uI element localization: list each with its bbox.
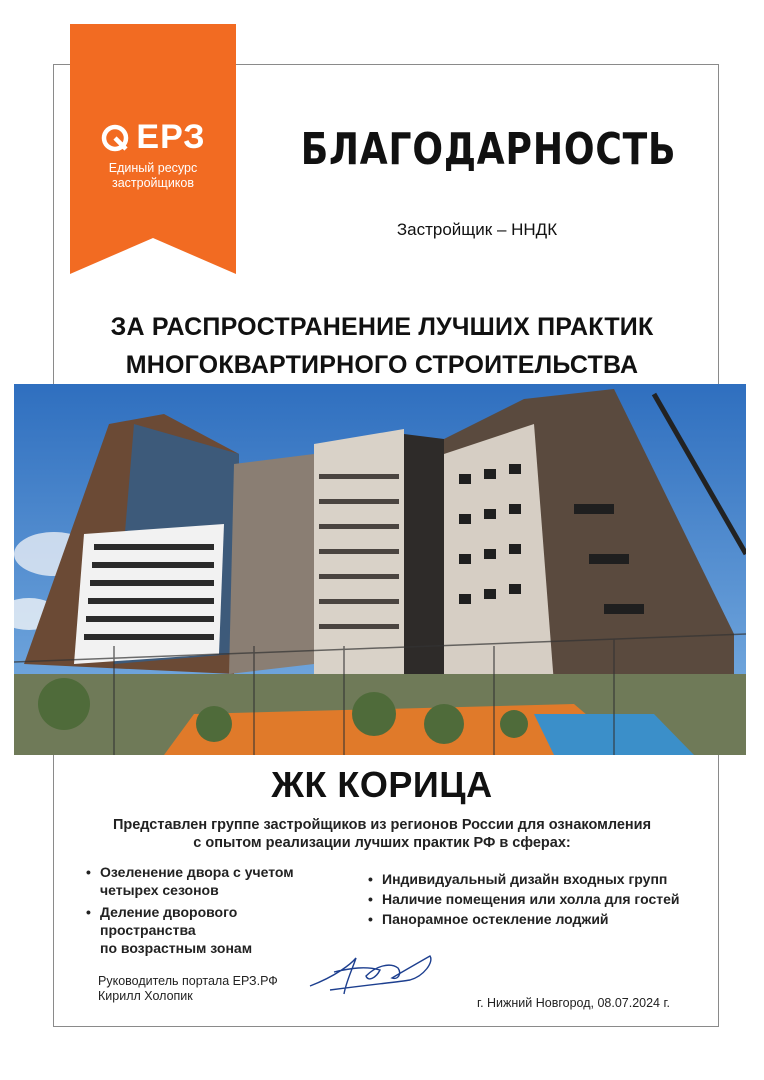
badge-tagline-1: Единый ресурс bbox=[108, 161, 198, 175]
list-item: • Наличие помещения или холла для гостей bbox=[368, 890, 708, 908]
list-item: • Озеленение двора с учетом четырех сезонов bbox=[86, 863, 336, 899]
intro-text bbox=[60, 816, 704, 852]
place-and-date: г. Нижний Новгород, 08.07.2024 г. bbox=[477, 996, 670, 1010]
badge-brand: ЕРЗ bbox=[136, 118, 206, 156]
award-subject bbox=[40, 308, 724, 384]
signer-name: Кирилл Холопик bbox=[98, 989, 193, 1003]
intro-line-1: Представлен группе застройщиков из регионов России для ознакомления bbox=[112, 817, 652, 833]
practices-list-left bbox=[86, 863, 336, 961]
practices-list-right bbox=[368, 870, 708, 930]
handwritten-signature bbox=[306, 946, 446, 1006]
badge-tagline-2: застройщиков bbox=[111, 176, 194, 190]
developer-line: Застройщик – ННДК bbox=[396, 220, 558, 239]
subject-line-1: ЗА РАСПРОСТРАНЕНИЕ ЛУЧШИХ ПРАКТИК bbox=[110, 313, 654, 341]
list-item: • Деление дворового пространства по возрастным зонам bbox=[86, 903, 336, 957]
list-item: • Панорамное остекление лоджий bbox=[368, 910, 708, 928]
residential-complex-photo bbox=[14, 384, 746, 755]
erz-logo-icon bbox=[100, 123, 130, 153]
list-item: • Индивидуальный дизайн входных групп bbox=[368, 870, 708, 888]
erz-logo-text bbox=[68, 118, 238, 191]
signer-title: Руководитель портала ЕРЗ.РФ bbox=[98, 974, 278, 988]
subject-line-2: МНОГОКВАРТИРНОГО СТРОИТЕЛЬСТВА bbox=[125, 351, 639, 379]
signer-block bbox=[98, 974, 278, 1004]
certificate-heading: БЛАГОДАРНОСТЬ bbox=[300, 124, 677, 175]
project-name: ЖК КОРИЦА bbox=[271, 764, 493, 805]
intro-line-2: с опытом реализации лучших практик РФ в сферах: bbox=[193, 835, 571, 851]
